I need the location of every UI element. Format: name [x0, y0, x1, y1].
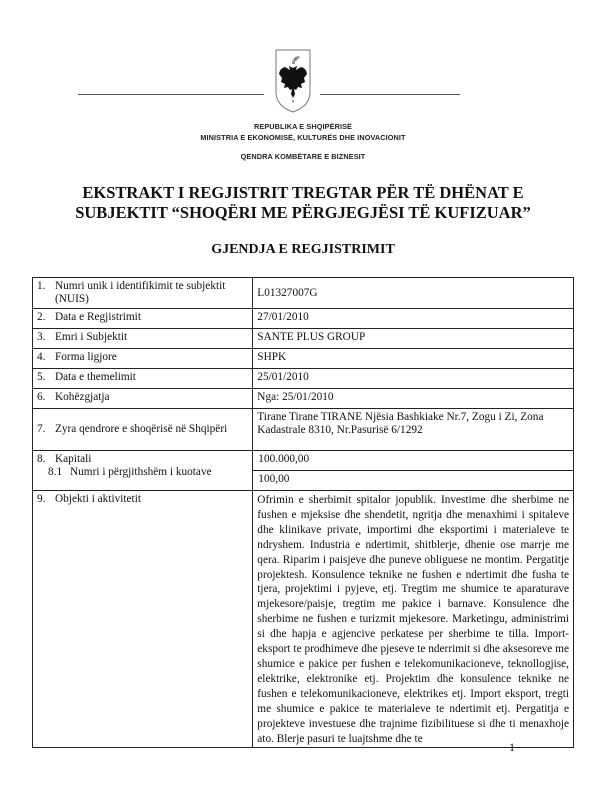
label-cell	[33, 309, 253, 329]
albania-coat-of-arms-icon	[273, 48, 313, 114]
label-cell	[33, 451, 253, 491]
business-center-name: QENDRA KOMBËTARE E BIZNESIT	[240, 152, 366, 161]
founding-date-value: 25/01/2010	[253, 369, 574, 389]
table-row-legal-form	[33, 349, 574, 369]
nuis-value: L01327007G	[253, 278, 574, 309]
quota-count-value: 100,00	[253, 470, 573, 490]
table-row-duration	[33, 389, 574, 409]
row-number: 7.	[37, 423, 46, 435]
table-row-nuis	[33, 278, 574, 309]
row-number: 4.	[37, 351, 46, 363]
table-row-registration-date	[33, 309, 574, 329]
row-label: Forma ligjore	[55, 351, 117, 363]
row-number: 5.	[37, 371, 46, 383]
capital-value: 100.000,00	[258, 453, 310, 465]
entity-name-value: SANTE PLUS GROUP	[253, 329, 574, 349]
row-label: Numri unik i identifikimit te subjektit (NUIS)	[55, 280, 226, 305]
row-number: 2.	[37, 311, 46, 323]
document-title-line2: SUBJEKTIT “SHOQËRI ME PËRGJEGJËSI TË KUFIZUAR”	[75, 203, 531, 222]
row-number: 6.	[37, 391, 46, 403]
row-label: Data e themelimit	[55, 371, 136, 383]
row-label: Kohëzgjatja	[55, 391, 110, 403]
label-cell	[33, 349, 253, 369]
label-cell	[33, 369, 253, 389]
row-number: 8.	[37, 453, 46, 465]
row-number: 1.	[37, 280, 46, 292]
row-label: Zyra qendrore e shoqërisë në Shqipëri	[55, 423, 228, 435]
table-row-head-office	[33, 409, 574, 451]
legal-form-value: SHPK	[253, 349, 574, 369]
duration-value: Nga: 25/01/2010	[253, 389, 574, 409]
activity-object-text: Ofrimin e sherbimit spitalor jopublik. Investime dhe sherbime ne fushen e mjeksise dhe shendetit, ngritja dhe menaxhimi i spitaleve dhe klinikave private, importimi dhe eksportimi i materialeve te ndryshem. Industria e ndertimit, shitblerje, dhenie ose marrje me qera. Riparim i paisjeve dhe puneve obliguese ne montim. Pergatitje projektesh. Konsulence teknike ne fushen e ndertimit dhe fusha te tjera, projektimi i pyjeve, etj. Tregtim me shumice te aparaturave mjekesore/paisje, tregtim me pakice i barnave. Konsulence dhe sherbime ne fushen e turizmit mjekesore. Marketingu, administrimi si dhe hapja e agjencive perkatese per sherbime te tilla. Import- eksport te prodhimeve dhe pjeseve te nderrimit si dhe aksesoreve me shumice e pakice per fushen e telekomunikacioneve, teknollogjise, elektrike, elektronike etj. Projektim dhe konsulence teknike ne fushen e telekomunikacioneve, elektrikes etj. Import eksport, tregti me shumice e pakice te materialeve te ndertimit etj. Pergatitja e projekteve investuese dhe trajnime fizibilituese si dhe ti menaxhoje ato. Blerje pasuri te luajtshme dhe te	[257, 494, 569, 745]
label-cell	[33, 278, 253, 309]
sub-row-number: 8.1	[48, 466, 63, 478]
row-label: Kapitali	[55, 453, 92, 465]
republic-name: REPUBLIKA E SHQIPËRISË	[253, 122, 353, 131]
table-row-founding-date	[33, 369, 574, 389]
row-label: Data e Regjistrimit	[55, 311, 141, 323]
row-label: Emri i Subjektit	[55, 331, 128, 343]
row-label: Objekti i aktivitetit	[55, 493, 141, 505]
sub-row-label: Numri i përgjithshëm i kuotave	[70, 466, 212, 478]
row-number: 3.	[37, 331, 46, 343]
label-cell	[33, 491, 253, 748]
label-cell	[33, 409, 253, 451]
table-row-entity-name	[33, 329, 574, 349]
capital-values	[253, 451, 574, 491]
document-title-line1: EKSTRAKT I REGJISTRIT TREGTAR PËR TË DHËNAT E	[82, 183, 524, 202]
header-rule-left	[78, 94, 264, 95]
ministry-name: MINISTRIA E EKONOMISË, KULTURËS DHE INOVACIONIT	[200, 133, 406, 142]
row-number: 9.	[37, 493, 46, 505]
head-office-value: Tirane Tirane TIRANE Njësia Bashkiake Nr.7, Zogu i Zi, Zona Kadastrale 8310, Nr.Pasurisë 6/1292	[253, 409, 574, 451]
page-number: 1	[509, 740, 515, 754]
label-cell	[33, 329, 253, 349]
table-row-activity-object	[33, 491, 574, 748]
registration-date-value: 27/01/2010	[253, 309, 574, 329]
registration-table	[32, 277, 574, 748]
document-subtitle: GJENDJA E REGJISTRIMIT	[211, 242, 395, 257]
table-row-capital	[33, 451, 574, 491]
activity-object-value	[253, 491, 574, 748]
label-cell	[33, 389, 253, 409]
header-rule-right	[320, 94, 460, 95]
